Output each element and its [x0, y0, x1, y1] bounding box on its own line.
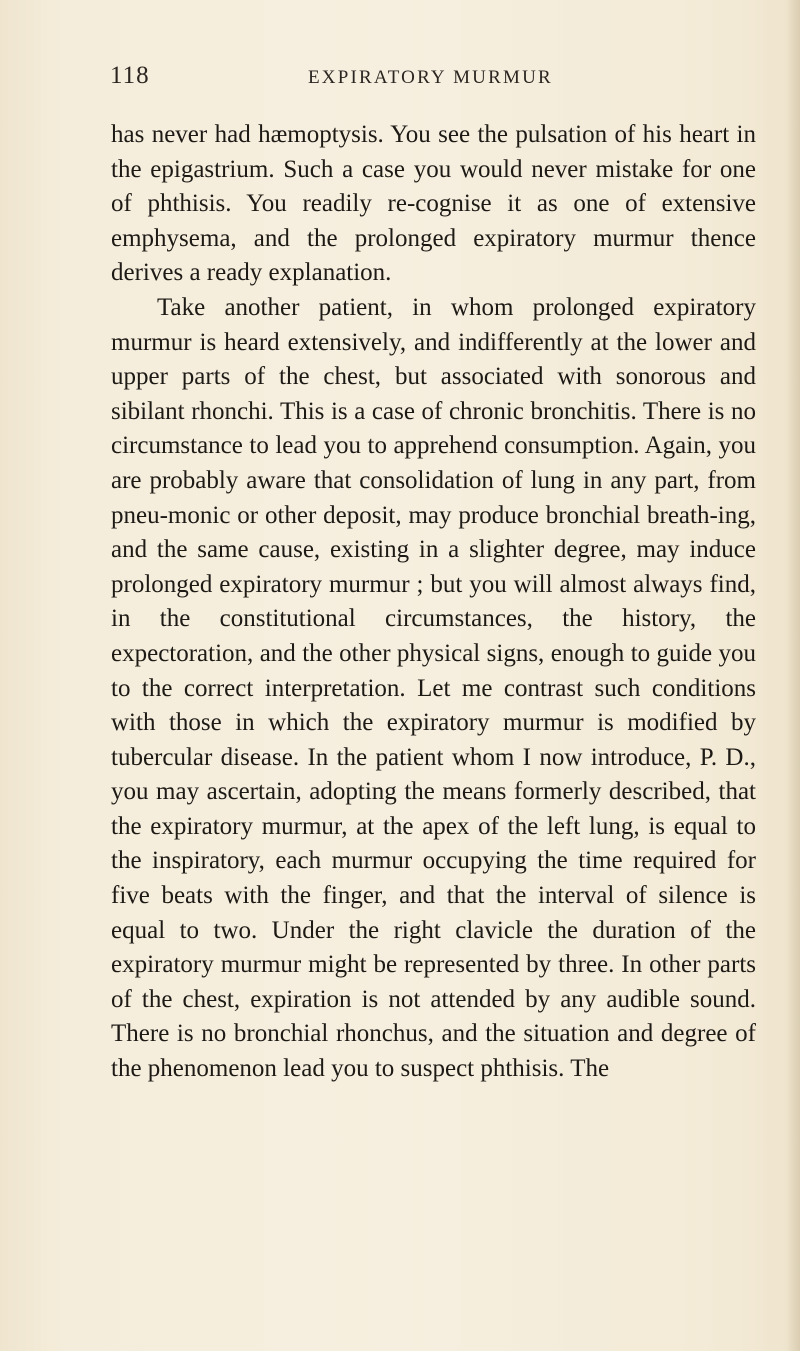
paragraph-2: Take another patient, in whom prolonged expiratory murmur is heard extensively, and indifferently at the lower and upper parts of the chest, but associated with sonorous and sibilant rhonchi. This is a case of chronic bronchitis. There is no circumstance to lead you to apprehend consumption. Again, you are probably aware that consolidation of lung in any part, from pneu-monic or other deposit, may produce bronchial breath-ing, and the same cause, existing in a slighter degree, may induce prolonged expiratory murmur ; but you will almost always find, in the constitutional circumstances, the history, the expectoration, and the other physical signs, enough to guide you to the correct interpretation. Let me contrast such conditions with those in which the expiratory murmur is modified by tubercular disease. In the patient whom I now introduce, P. D., you may ascertain, adopting the means formerly described, that the expiratory murmur, at the apex of the left lung, is equal to the inspiratory, each murmur occupying the time required for five beats with the finger, and that the interval of silence is equal to two. Under the right clavicle the duration of the expiratory murmur might be represented by three. In other parts of the chest, expiration is not attended by any audible sound. There is no bronchial rhonchus, and the situation and degree of the phenomenon lead you to suspect phthisis. The: [111, 293, 756, 1083]
page-edge-shadow: [786, 0, 800, 1351]
running-title: EXPIRATORY MURMUR: [308, 67, 553, 88]
page-number: 118: [110, 62, 150, 89]
page-header: [110, 62, 750, 96]
paragraph-1: has never had hæmoptysis. You see the pulsation of his heart in the epigastrium. Such a case you would never mistake for one of phthisis. You readily re-cognise it as one of extensive emphysema, and the prolonged expiratory murmur thence derives a ready explanation.: [111, 121, 756, 287]
body-text: [111, 118, 756, 1087]
